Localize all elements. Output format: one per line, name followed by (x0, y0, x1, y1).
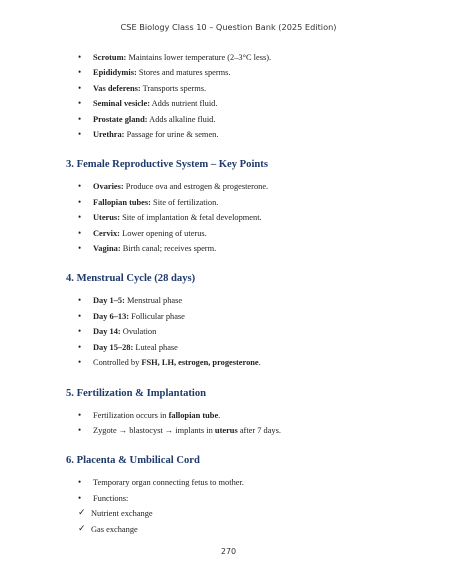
list-item (66, 195, 436, 210)
bullet-icon: • (78, 295, 82, 306)
bullet-icon: • (78, 492, 82, 503)
list-item (66, 355, 436, 370)
section-heading: 6. Placenta & Umbilical Cord (66, 455, 200, 467)
bullet-icon: • (78, 196, 82, 207)
item-term: Cervix: (93, 228, 120, 238)
item-term: Epididymis: (93, 68, 137, 78)
section-menstrual-cycle (66, 272, 436, 370)
bullet-icon: • (78, 52, 82, 62)
check-icon: ✓ (78, 508, 86, 519)
item-text: Gas exchange (91, 524, 138, 534)
item-text: Transports sperms. (140, 83, 207, 93)
item-text: Functions: (93, 493, 129, 503)
list-item (66, 423, 436, 438)
list-item (66, 96, 436, 111)
check-item (66, 506, 436, 521)
check-item (66, 522, 436, 537)
bullet-icon: • (78, 113, 82, 124)
item-text: Lower opening of uterus. (119, 228, 207, 238)
item-text: Site of implantation & fetal development. (119, 213, 262, 223)
bullet-icon: • (78, 212, 82, 223)
item-text: Zygote → blastocyst → implants in (93, 425, 215, 435)
item-emphasis: uterus (214, 425, 238, 435)
fertilization-list (66, 408, 436, 439)
item-term: Scrotum: (93, 53, 127, 62)
bullet-icon: • (78, 227, 82, 238)
bullet-icon: • (78, 477, 82, 488)
item-term: Day 1–5: (93, 296, 125, 306)
item-text: . (258, 358, 261, 368)
item-text: Luteal phase (133, 342, 178, 352)
list-item (66, 210, 436, 225)
item-text: Adds alkaline fluid. (147, 114, 216, 124)
list-item (66, 293, 436, 308)
page-header: CSE Biology Class 10 – Question Bank (2025 Edition) (120, 22, 337, 32)
item-text: Temporary organ connecting fetus to mother. (93, 478, 244, 488)
item-term: Day 15–28: (93, 342, 134, 352)
item-term: Uterus: (93, 213, 120, 223)
item-term: Seminal vesicle: (93, 99, 150, 109)
list-item (66, 475, 436, 490)
bullet-icon: • (78, 357, 82, 368)
item-text: Nutrient exchange (91, 509, 153, 519)
item-text: Fertilization occurs in (93, 410, 169, 420)
item-term: Vas deferens: (93, 83, 141, 93)
bullet-icon: • (78, 82, 82, 93)
list-item (66, 50, 436, 65)
list-item (66, 324, 436, 339)
item-term: Day 14: (93, 327, 121, 337)
bullet-icon: • (78, 243, 82, 254)
section-fertilization (66, 387, 436, 439)
item-text: Controlled by (93, 358, 142, 368)
item-text: Ovulation (120, 327, 157, 337)
section-placenta (66, 454, 436, 537)
list-item (66, 65, 436, 80)
list-item (66, 340, 436, 355)
item-term: Fallopian tubes: (93, 197, 151, 207)
list-item (66, 309, 436, 324)
list-item (66, 491, 436, 506)
item-term: Vagina: (93, 244, 121, 254)
bullet-icon: • (78, 67, 82, 78)
item-text: Site of fertilization. (150, 197, 219, 207)
item-text: after 7 days. (237, 425, 281, 435)
item-text: Menstrual phase (124, 296, 183, 306)
item-text: Birth canal; receives sperm. (120, 244, 217, 254)
check-icon: ✓ (78, 523, 86, 534)
item-text: Passage for urine & semen. (124, 130, 219, 140)
section-heading: 3. Female Reproductive System – Key Points (66, 159, 268, 171)
bullet-icon: • (78, 341, 82, 352)
section-heading: 5. Fertilization & Implantation (66, 387, 207, 399)
item-text: . (218, 410, 221, 420)
list-item (66, 241, 436, 256)
item-term: Ovaries: (93, 182, 124, 192)
bullet-icon: • (78, 181, 82, 192)
male-organs-list (66, 50, 436, 142)
bullet-icon: • (78, 424, 82, 435)
hormone-names: FSH, LH, estrogen, progesterone (141, 358, 259, 368)
section-female-system (66, 158, 436, 256)
list-item (66, 127, 436, 142)
item-text: Produce ova and estrogen & progesterone. (123, 182, 269, 192)
cycle-list (66, 293, 436, 370)
female-organs-list (66, 179, 436, 256)
item-text: Follicular phase (129, 311, 185, 321)
bullet-icon: • (78, 310, 82, 321)
bullet-icon: • (78, 326, 82, 337)
list-item (66, 408, 436, 423)
item-term: Urethra: (93, 130, 125, 140)
item-emphasis: fallopian tube (168, 410, 219, 420)
item-text: Maintains lower temperature (2–3°C less). (126, 53, 272, 62)
item-text: Stores and matures sperms. (136, 68, 231, 78)
bullet-icon: • (78, 409, 82, 420)
list-item (66, 81, 436, 96)
list-item (66, 112, 436, 127)
list-item (66, 179, 436, 194)
page-content (66, 50, 436, 537)
bullet-icon: • (78, 129, 82, 140)
item-text: Adds nutrient fluid. (150, 99, 218, 109)
section-heading: 4. Menstrual Cycle (28 days) (66, 273, 196, 285)
item-term: Prostate gland: (93, 114, 148, 124)
item-term: Day 6–13: (93, 311, 130, 321)
list-item (66, 226, 436, 241)
page-number: 270 (220, 547, 237, 556)
placenta-list (66, 475, 436, 537)
bullet-icon: • (78, 98, 82, 109)
